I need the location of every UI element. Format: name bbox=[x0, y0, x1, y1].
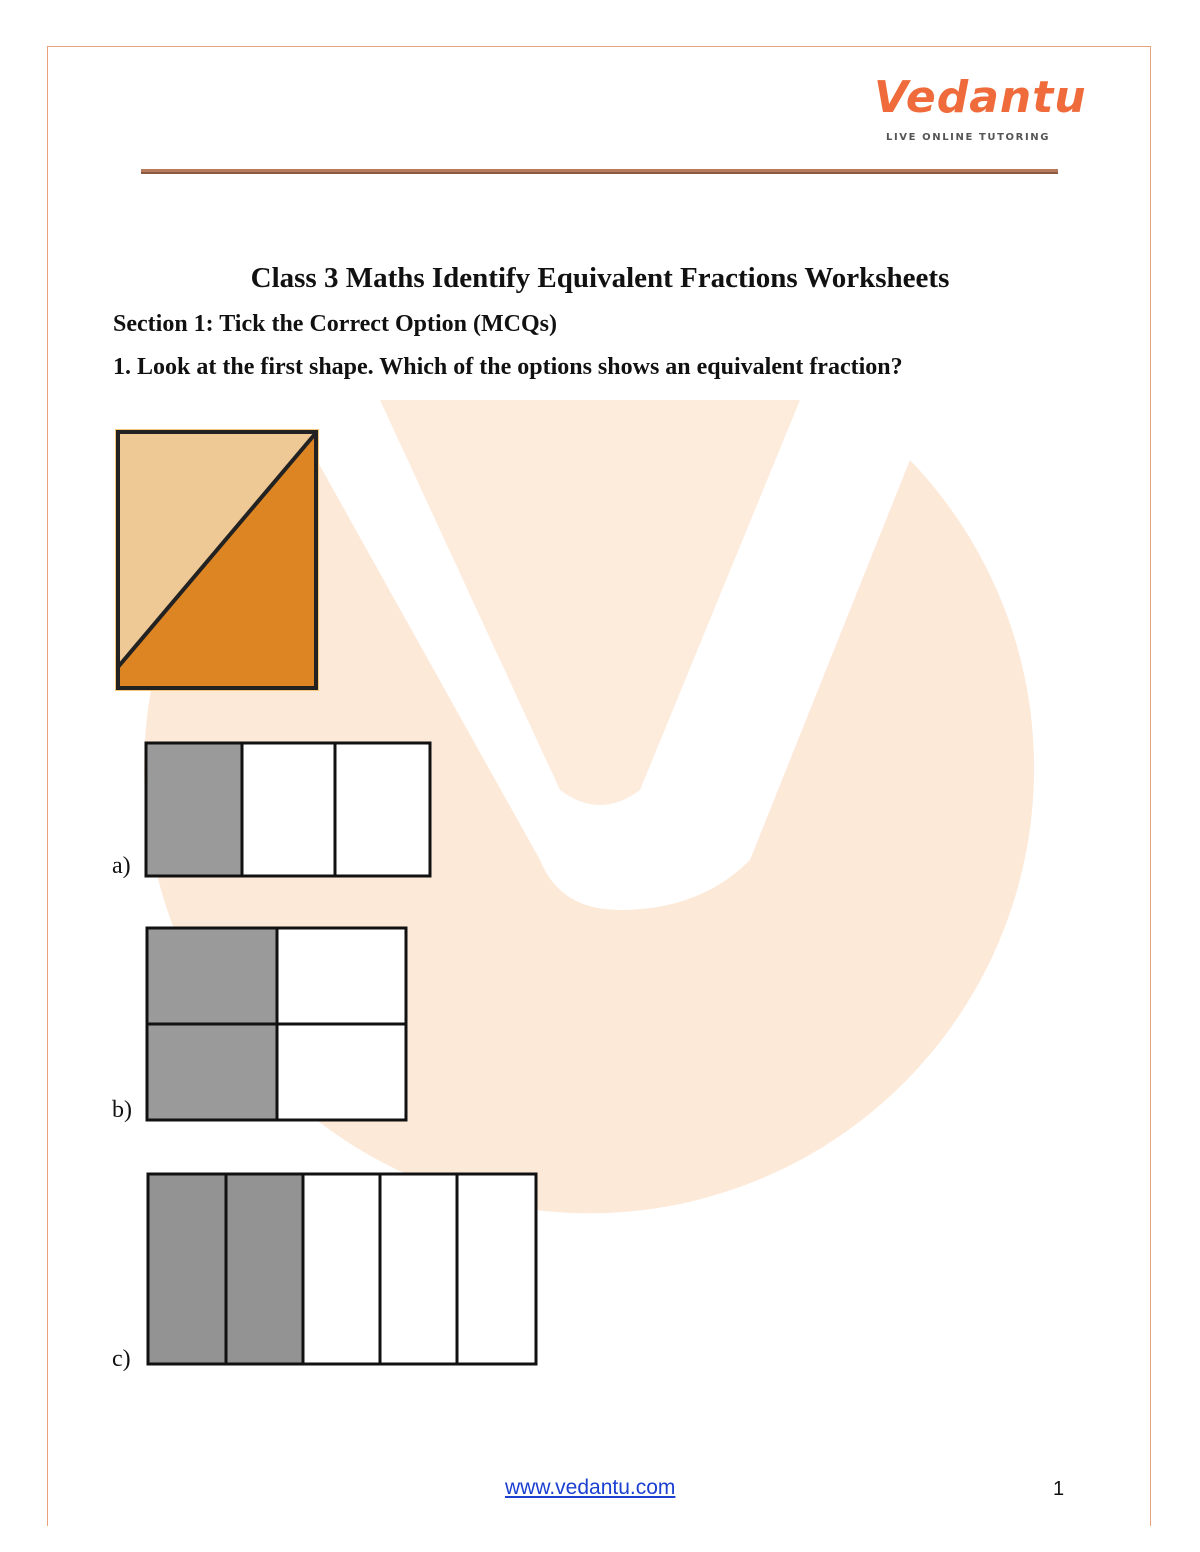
option-c-part-4 bbox=[380, 1174, 457, 1364]
first-shape bbox=[115, 429, 319, 691]
page-number: 1 bbox=[1053, 1478, 1065, 1500]
option-c-part-3 bbox=[303, 1174, 380, 1364]
option-a-label[interactable]: a) bbox=[112, 853, 131, 879]
option-b-part-1 bbox=[147, 928, 277, 1024]
option-b-shape[interactable] bbox=[145, 926, 408, 1122]
option-c-part-2 bbox=[226, 1174, 303, 1364]
option-c-label[interactable]: c) bbox=[112, 1346, 131, 1372]
header-divider bbox=[141, 169, 1058, 174]
section-heading: Section 1: Tick the Correct Option (MCQs) bbox=[113, 311, 557, 337]
option-b-part-3 bbox=[147, 1024, 277, 1120]
page-title: Class 3 Maths Identify Equivalent Fractions Worksheets bbox=[250, 262, 950, 294]
option-b-label[interactable]: b) bbox=[112, 1097, 132, 1123]
option-c-part-1 bbox=[148, 1174, 226, 1364]
footer-website-link[interactable]: www.vedantu.com bbox=[505, 1476, 676, 1499]
option-c-part-5 bbox=[457, 1174, 536, 1364]
option-c-shape[interactable] bbox=[146, 1172, 538, 1366]
question-text: 1. Look at the first shape. Which of the options shows an equivalent fraction? bbox=[113, 354, 903, 380]
option-a-part-2 bbox=[242, 743, 335, 876]
vedantu-logo[interactable] bbox=[870, 72, 1087, 158]
logo-wordmark: Vedantu bbox=[874, 72, 1087, 123]
option-b-part-4 bbox=[277, 1024, 406, 1120]
option-a-part-1 bbox=[146, 743, 242, 876]
logo-tagline: LIVE ONLINE TUTORING bbox=[886, 132, 1051, 143]
option-a-shape[interactable] bbox=[144, 741, 432, 878]
option-b-part-2 bbox=[277, 928, 406, 1024]
option-a-part-3 bbox=[335, 743, 430, 876]
